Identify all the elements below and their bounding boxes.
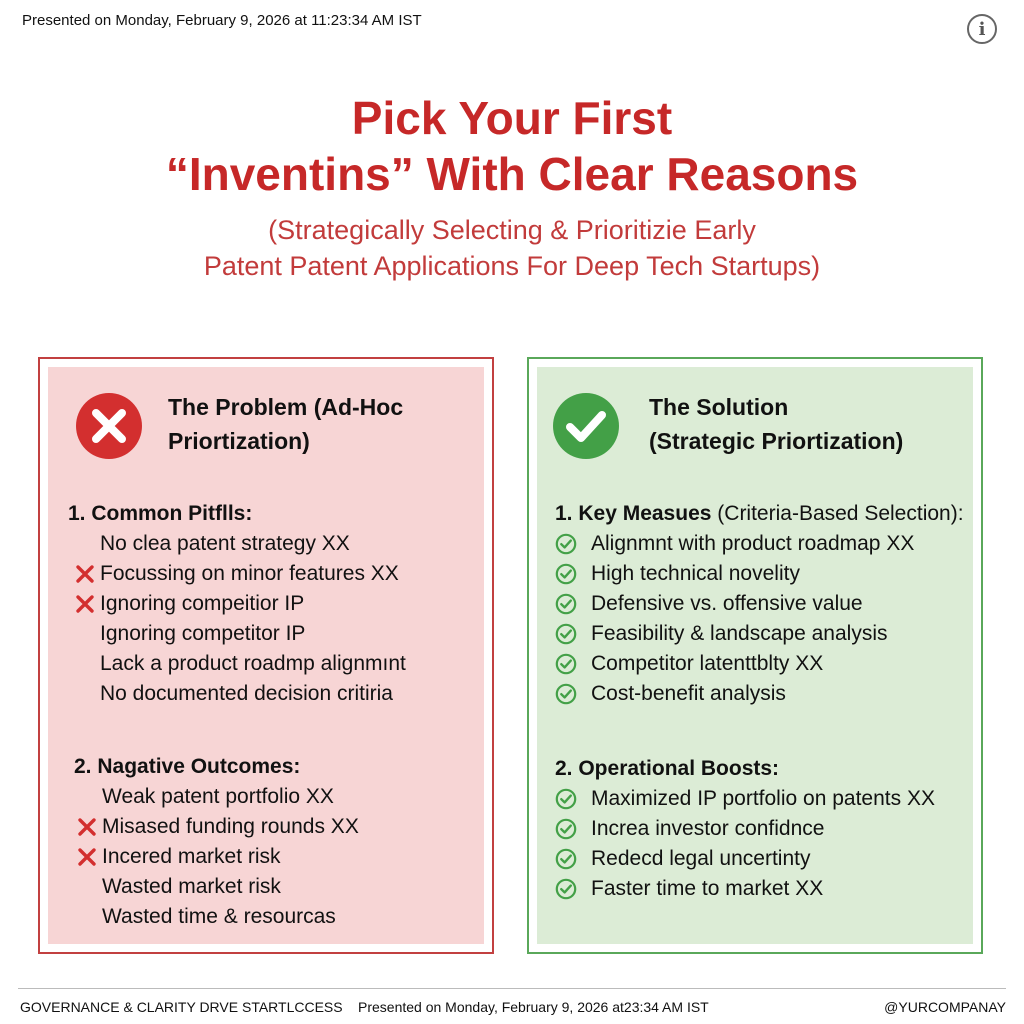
info-icon[interactable] [967, 14, 997, 44]
subtitle-line-1: (Strategically Selecting & Prioritizie Early [268, 215, 756, 245]
solution-heading-line-2: (Strategic Priortization) [649, 428, 904, 454]
list-item [74, 812, 359, 842]
check-circle-icon [553, 393, 619, 459]
check-circle-icon [555, 563, 581, 585]
footer-tagline: GOVERNANCE & CLARITY DRVE STARTLCCESS [20, 999, 343, 1015]
list-item-text: Defensive vs. offensive value [591, 592, 863, 615]
list-item-text: Misased funding rounds XX [102, 815, 359, 838]
list-item-text: High technical novelity [591, 562, 800, 585]
solution-measures-section [555, 499, 964, 709]
list-item-text: No documented decision critiria [100, 682, 393, 705]
list-item [74, 902, 359, 932]
list-item [74, 782, 359, 812]
list-item [555, 559, 964, 589]
footer-timestamp: Presented on Monday, February 9, 2026 at23:34 AM IST [358, 999, 709, 1015]
check-circle-icon [555, 533, 581, 555]
list-item [555, 529, 964, 559]
list-item-text: Weak patent portfolio XX [102, 785, 334, 808]
solution-boosts-list [555, 784, 935, 904]
solution-boosts-title: 2. Operational Boosts: [555, 757, 780, 780]
footer-handle: @YURCOMPANAY [884, 999, 1006, 1015]
check-circle-icon [555, 623, 581, 645]
check-circle-icon [555, 653, 581, 675]
list-item [555, 679, 964, 709]
check-circle-icon [555, 818, 581, 840]
solution-measures-title-text: 1. Key Measues [555, 502, 712, 525]
list-item [68, 619, 406, 649]
info-glyph: i [978, 18, 986, 40]
list-item [68, 679, 406, 709]
problem-pitfalls-list [68, 529, 406, 709]
list-item [555, 874, 935, 904]
x-circle-icon [76, 393, 142, 459]
solution-measures-list [555, 529, 964, 709]
subtitle-line-2: Patent Patent Applications For Deep Tech Startups) [203, 251, 821, 281]
solution-heading-line-1: The Solution [649, 394, 789, 420]
x-mark-icon [74, 593, 100, 615]
title-line-2: “Inventins” With Clear Reasons [165, 148, 859, 200]
solution-heading [649, 390, 903, 458]
solution-measures-title [555, 499, 964, 529]
list-item-text: Increa investor confidnce [591, 817, 825, 840]
problem-heading-line-1: The Problem (Ad-Hoc [168, 394, 404, 420]
x-mark-icon [74, 563, 100, 585]
check-circle-icon [555, 593, 581, 615]
presentation-timestamp: Presented on Monday, February 9, 2026 at 11:23:34 AM IST [22, 12, 422, 29]
problem-outcomes-list [74, 782, 359, 932]
list-item-text: Wasted market risk [102, 875, 281, 898]
list-item-text: No clea patent strategy XX [100, 532, 350, 555]
solution-measures-title-note: (Criteria-Based Selection): [717, 502, 964, 525]
list-item [555, 619, 964, 649]
title-line-1: Pick Your First [351, 92, 673, 144]
list-item [555, 589, 964, 619]
list-item-text: Ignoring competitor IP [100, 622, 306, 645]
list-item-text: Faster time to market XX [591, 877, 824, 900]
problem-pitfalls-title: 1. Common Pitflls: [68, 502, 253, 525]
problem-panel-inner [48, 367, 484, 944]
problem-panel [38, 357, 494, 954]
problem-heading [168, 390, 403, 458]
solution-boosts-section [555, 754, 935, 904]
list-item-text: Wasted time & resourcas [102, 905, 336, 928]
list-item [68, 589, 406, 619]
list-item-text: Incered market risk [102, 845, 281, 868]
list-item-text: Maximized IP portfolio on patents XX [591, 787, 935, 810]
problem-outcomes-section [74, 752, 359, 932]
list-item-text: Ignoring compeitior IP [100, 592, 305, 615]
list-item [74, 872, 359, 902]
x-mark-icon [76, 846, 102, 868]
x-mark-icon [76, 816, 102, 838]
problem-pitfalls-section [68, 499, 406, 709]
solution-panel-inner [537, 367, 973, 944]
footer-divider [18, 988, 1006, 989]
list-item [68, 649, 406, 679]
list-item-text: Lack a product roadmp alignmınt [100, 652, 406, 675]
list-item [68, 559, 406, 589]
list-item [74, 842, 359, 872]
list-item-text: Cost-benefit analysis [591, 682, 786, 705]
check-circle-icon [555, 788, 581, 810]
list-item [555, 784, 935, 814]
list-item-text: Alignmnt with product roadmap XX [591, 532, 915, 555]
list-item-text: Feasibility & landscape analysis [591, 622, 888, 645]
list-item [555, 814, 935, 844]
problem-outcomes-title: 2. Nagative Outcomes: [74, 755, 301, 778]
solution-panel [527, 357, 983, 954]
list-item-text: Competitor latenttblty XX [591, 652, 824, 675]
list-item-text: Redecd legal uncertinty [591, 847, 811, 870]
check-circle-icon [555, 848, 581, 870]
list-item [555, 844, 935, 874]
list-item [68, 529, 406, 559]
list-item-text: Focussing on minor features XX [100, 562, 399, 585]
check-circle-icon [555, 878, 581, 900]
list-item [555, 649, 964, 679]
problem-heading-line-2: Priortization) [168, 428, 310, 454]
check-circle-icon [555, 683, 581, 705]
